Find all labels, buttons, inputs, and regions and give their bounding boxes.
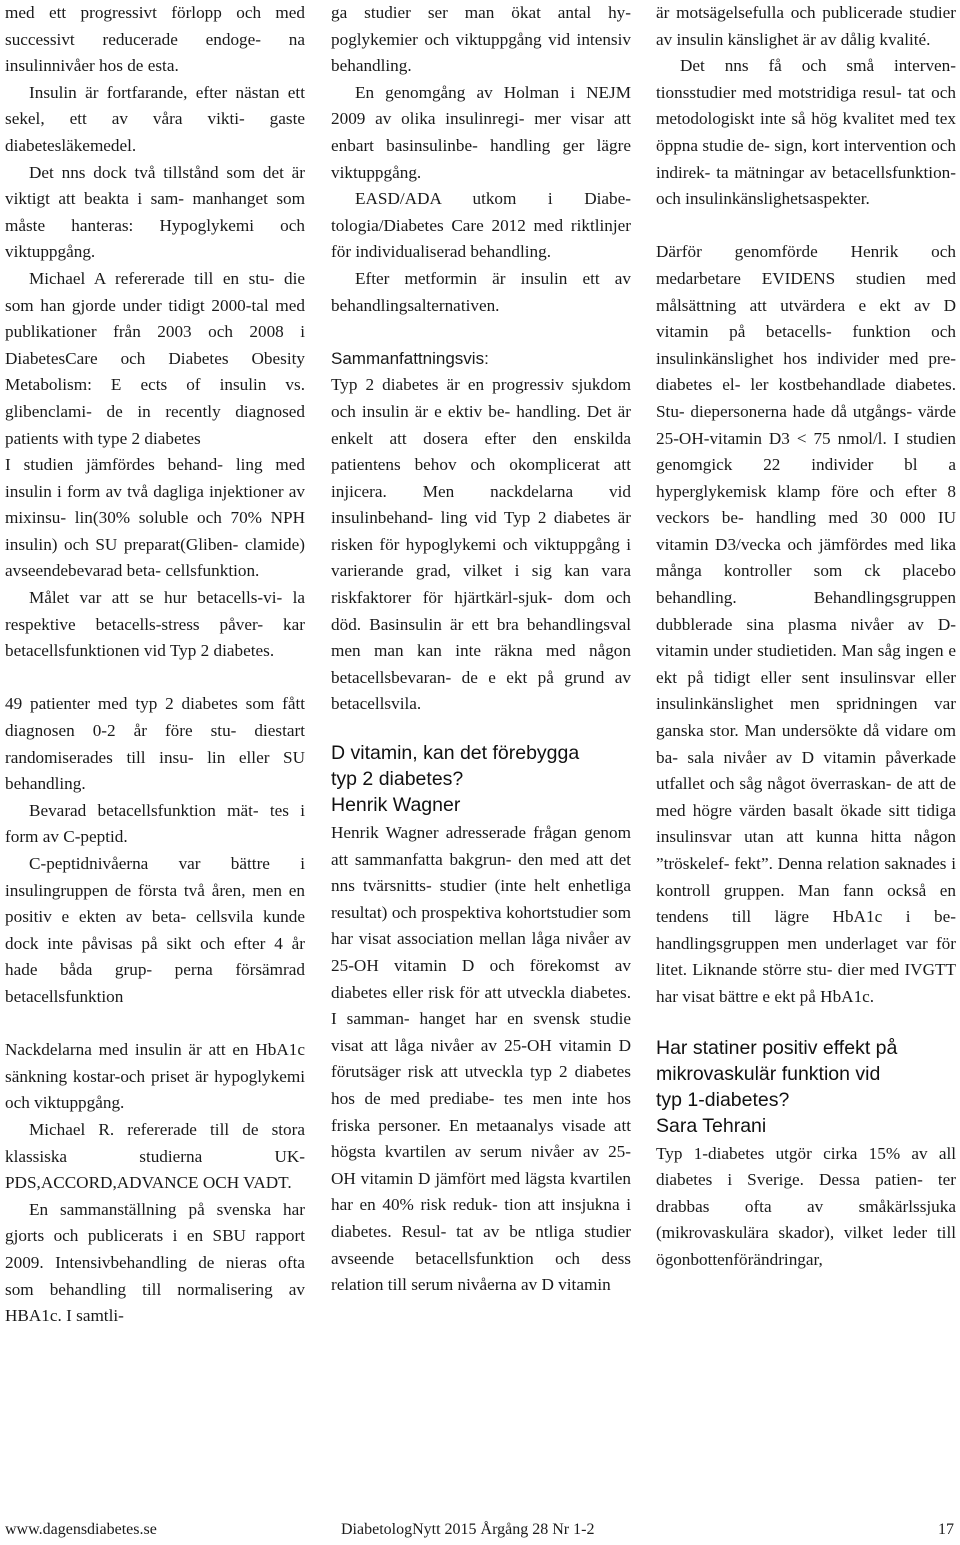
article-column-3	[656, 0, 956, 1274]
paragraph: Insulin är fortfarande, efter nästan ett sekel, ett av våra vikti- gaste diabetesläkemedel.	[5, 82, 305, 155]
section-author: Sara Tehrani	[656, 1114, 767, 1137]
paragraph: Nackdelarna med insulin är att en HbA1c sänkning kostar-och priset är hypoglykemi och viktuppgång.	[5, 1040, 305, 1113]
paragraph: Bevarad betacellsfunktion mät- tes i form av C-peptid.	[5, 800, 305, 847]
article-column-2	[331, 0, 631, 1299]
footer-publication: DiabetologNytt 2015 Årgång 28 Nr 1-2	[341, 1521, 595, 1538]
paragraph: Det nns dock två tillstånd som det är viktigt att beakta i sam- manhanget som måste hanteras: Hypoglykemi och viktuppgång.	[5, 162, 305, 262]
paragraph: Därför genomförde Henrik och medarbetare EVIDENS studien med målsättning att utvärdera e ekt av D vitamin på betacells- funktion och insulinkänslighet hos individer med pre-diabetes el- ler kostbehandlade diabetes. Stu- diepersonerna hade då utgångs- värde 25-OH-vitamin D3 < 75 nmol/l. I studien genomgick 22 individer bl a hyperglykemisk klamp före och efter 8 veckors be- handling med 30 000 IU vitamin D3/vecka och jämfördes med lika många kontroller som ck placebo behandling. Behandlingsgruppen dubblerade sina plasma nivåer av D-vitamin under studietiden. Man såg ingen e ekt på tidigt eller sent insulinsvar eller insulinkänslighet men spridningen var ganska stor. Man undersökte då vidare om ba- sala nivåer av D vitamin påverkade utfallet och såg något överraskan- de att de med högre värden basalt ökade sitt tidiga insulinsvar utan att kunna hitta någon ”tröskelef- fekt”. Denna relation saknades i kontroll gruppen. Man fann också en tendens till lägre HbA1c i be- handlingsgruppen men underlaget var för litet. Liknande större stu- dier med IVGTT har visat bättre e ekt på HbA1c.	[656, 242, 956, 1006]
paragraph: ga studier ser man ökat antal hy- poglykemier och viktuppgång vid intensiv behandling.	[331, 3, 631, 76]
section-heading-line: D vitamin, kan det förebygga	[331, 742, 580, 765]
paragraph: Efter metformin är insulin ett av behandlingsalternativen.	[331, 268, 631, 315]
section-heading-line: Har statiner positiv effekt på	[656, 1036, 898, 1059]
paragraph: C-peptidnivåerna var bättre i insulingruppen de första två åren, men en positiv e ekten av beta- cellsvila kunde dock inte påvisas på sikt och efter 4 år hade båda grup- perna försämrad betacellsfunktion	[5, 854, 305, 1006]
paragraph: En genomgång av Holman i NEJM 2009 av olika insulinregi- mer visar att enbart basinsulinbe- handling ger lägre viktuppgång.	[331, 82, 631, 182]
section-heading-line: mikrovaskulär funktion vid	[656, 1062, 881, 1085]
section-author: Henrik Wagner	[331, 794, 461, 817]
page-number: 17	[938, 1521, 954, 1538]
paragraph: Michael A refererade till en stu- die som han gjorde under tidigt 2000-tal med publikationer från 2003 och 2008 i DiabetesCare och Diabetes Obesity Metabolism: E ects of insulin vs. glibenclami- de in recently diagnosed patients with type 2 diabetes	[5, 268, 305, 448]
paragraph: Typ 1-diabetes utgör cirka 15% av all diabetes i Sverige. Dessa patien- ter drabbas ofta av småkärlssjuka (mikrovaskulära skador), vilket leder till ögonbottenförändringar,	[656, 1143, 956, 1269]
paragraph: EASD/ADA utkom i Diabe- tologia/Diabetes Care 2012 med riktlinjer för individualiserad behandling.	[331, 189, 631, 262]
section-heading-line: typ 2 diabetes?	[331, 768, 464, 791]
paragraph: Målet var att se hur betacells-vi- la respektive betacells-stress påver- kar betacellsfunktionen vid Typ 2 diabetes.	[5, 588, 305, 661]
paragraph: 49 patienter med typ 2 diabetes som fått diagnosen 0-2 år före stu- diestart randomiserades till insu- lin eller SU behandling.	[5, 694, 305, 794]
summary-label: Sammanfattningsvis:	[331, 348, 489, 368]
paragraph: I studien jämfördes behand- ling med insulin i form av två dagliga injektioner av mixinsu- lin(30% soluble och 70% NPH insulin) och SU preparat(Gliben- clamide) avseendebevarad beta- cellsfunktion.	[5, 455, 305, 581]
footer-website-link[interactable]: www.dagensdiabetes.se	[5, 1521, 157, 1538]
section-heading	[331, 740, 631, 818]
paragraph: Michael R. refererade till de stora klassiska studierna UK- PDS,ACCORD,ADVANCE OCH VADT.	[5, 1119, 305, 1193]
paragraph: En sammanställning på svenska har gjorts och publicerats i en SBU rapport 2009. Intensivbehandling de nieras ofta som behandling till normalisering av HBA1c. I samtli-	[5, 1199, 305, 1326]
paragraph: är motsägelsefulla och publicerade studier av insulin känslighet är av dålig kvalité.	[656, 3, 956, 49]
section-heading	[656, 1035, 956, 1139]
paragraph: med ett progressivt förlopp och med successivt reducerade endoge- na insulinnivåer hos de esta.	[5, 3, 305, 76]
paragraph: Typ 2 diabetes är en progressiv sjukdom och insulin är e ektiv be- handling. Det är enkelt att dosera efter den enskilda patientens behov och okomplicerat att injicera. Men nackdelarna vid insulinbehand- ling vid Typ 2 diabetes är risken för hypoglykemi och viktuppgång i varierande grad, vilket i sig kan vara riskfaktorer för hjärtkärl-sjuk- dom och död. Basinsulin är ett bra behandlingsval men man kan inte räkna med någon betacellsbevaran- de e ekt på grund av betacellsvila.	[331, 375, 631, 714]
article-column-1	[5, 0, 305, 1330]
page-footer	[0, 1521, 960, 1545]
paragraph: Henrik Wagner adresserade frågan genom att sammanfatta bakgrun- den med att det nns tvärsnitts- studier (inte helt enhetliga resultat) och prospektiva kohortstudier som har visat association mellan låga nivåer av 25-OH vitamin D och förekomst av diabetes eller risk för att utveckla diabetes. I samman- hanget har en svensk studie visat att låga nivåer av 25-OH vitamin D förutsäger risk att utveckla typ 2 diabetes hos de med prediabe- tes men inte hos friska personer. En metaanalys visade att högsta kvartilen av serum nivåer av 25- OH vitamin D jämfört med lägsta kvartilen har en 40% risk reduk- tion att insjukna i diabetes. Resul- tat av be ntliga studier avseende betacellsfunktion och dess relation till serum nivåerna av D vitamin	[331, 823, 631, 1295]
paragraph: Det nns få och små interven- tionsstudier med motstridiga resul- tat och metodologiskt inte så hög kvalitet med tex öppna studie de- sign, kort intervention och indirek- ta mätningar av betacellsfunktion- och insulinkänslighetsaspekter.	[656, 56, 956, 209]
section-heading-line: typ 1-diabetes?	[656, 1088, 790, 1111]
